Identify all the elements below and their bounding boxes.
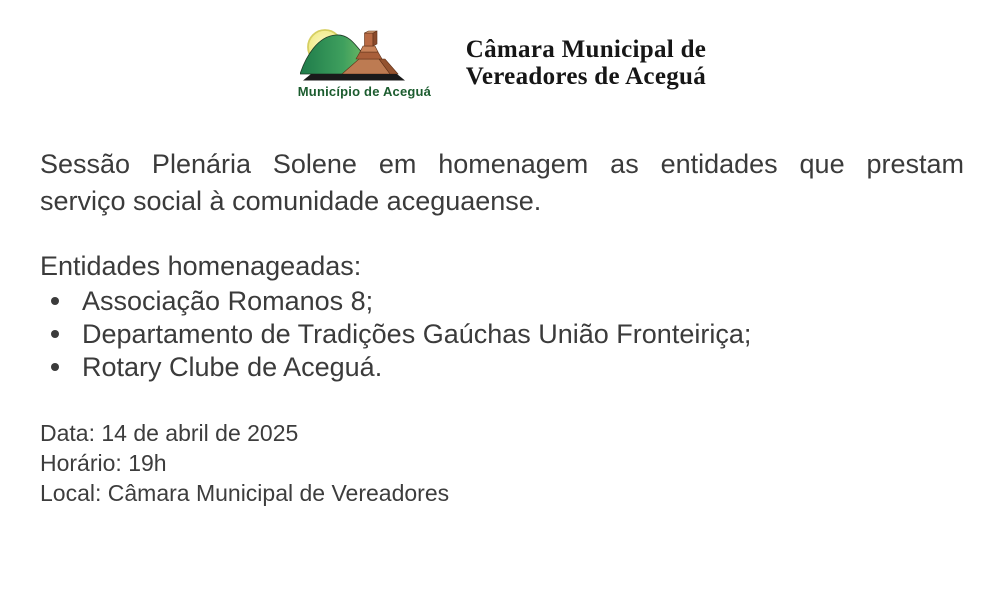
logo-caption: Município de Aceguá: [297, 84, 432, 99]
event-info: [40, 418, 964, 508]
list-item-entity-2: Departamento de Tradições Gaúchas União Fronteiriça;: [40, 318, 964, 351]
chamber-title-line2: Vereadores de Aceguá: [465, 63, 707, 90]
content: [0, 146, 1004, 508]
municipality-logo-icon: [300, 26, 408, 82]
municipality-logo: [297, 26, 432, 99]
chamber-title: [466, 36, 706, 90]
ground-shape: [303, 74, 405, 81]
list-item-entity-1: Associação Romanos 8;: [40, 285, 964, 318]
session-description-line1: Sessão Plenária Solene em homenagem as entidades que prestam: [40, 149, 964, 179]
header: [0, 0, 1004, 99]
chamber-title-line1: Câmara Municipal de: [465, 36, 707, 63]
event-date: Data: 14 de abril de 2025: [40, 420, 299, 446]
event-location: Local: Câmara Municipal de Vereadores: [40, 480, 450, 506]
list-item-entity-3: Rotary Clube de Aceguá.: [40, 351, 964, 384]
session-description-line2: serviço social à comunidade aceguaense.: [40, 186, 542, 216]
entities-heading: Entidades homenageadas:: [40, 251, 362, 281]
event-time: Horário: 19h: [40, 450, 167, 476]
entities-list: [40, 285, 964, 384]
session-description: [40, 146, 964, 220]
